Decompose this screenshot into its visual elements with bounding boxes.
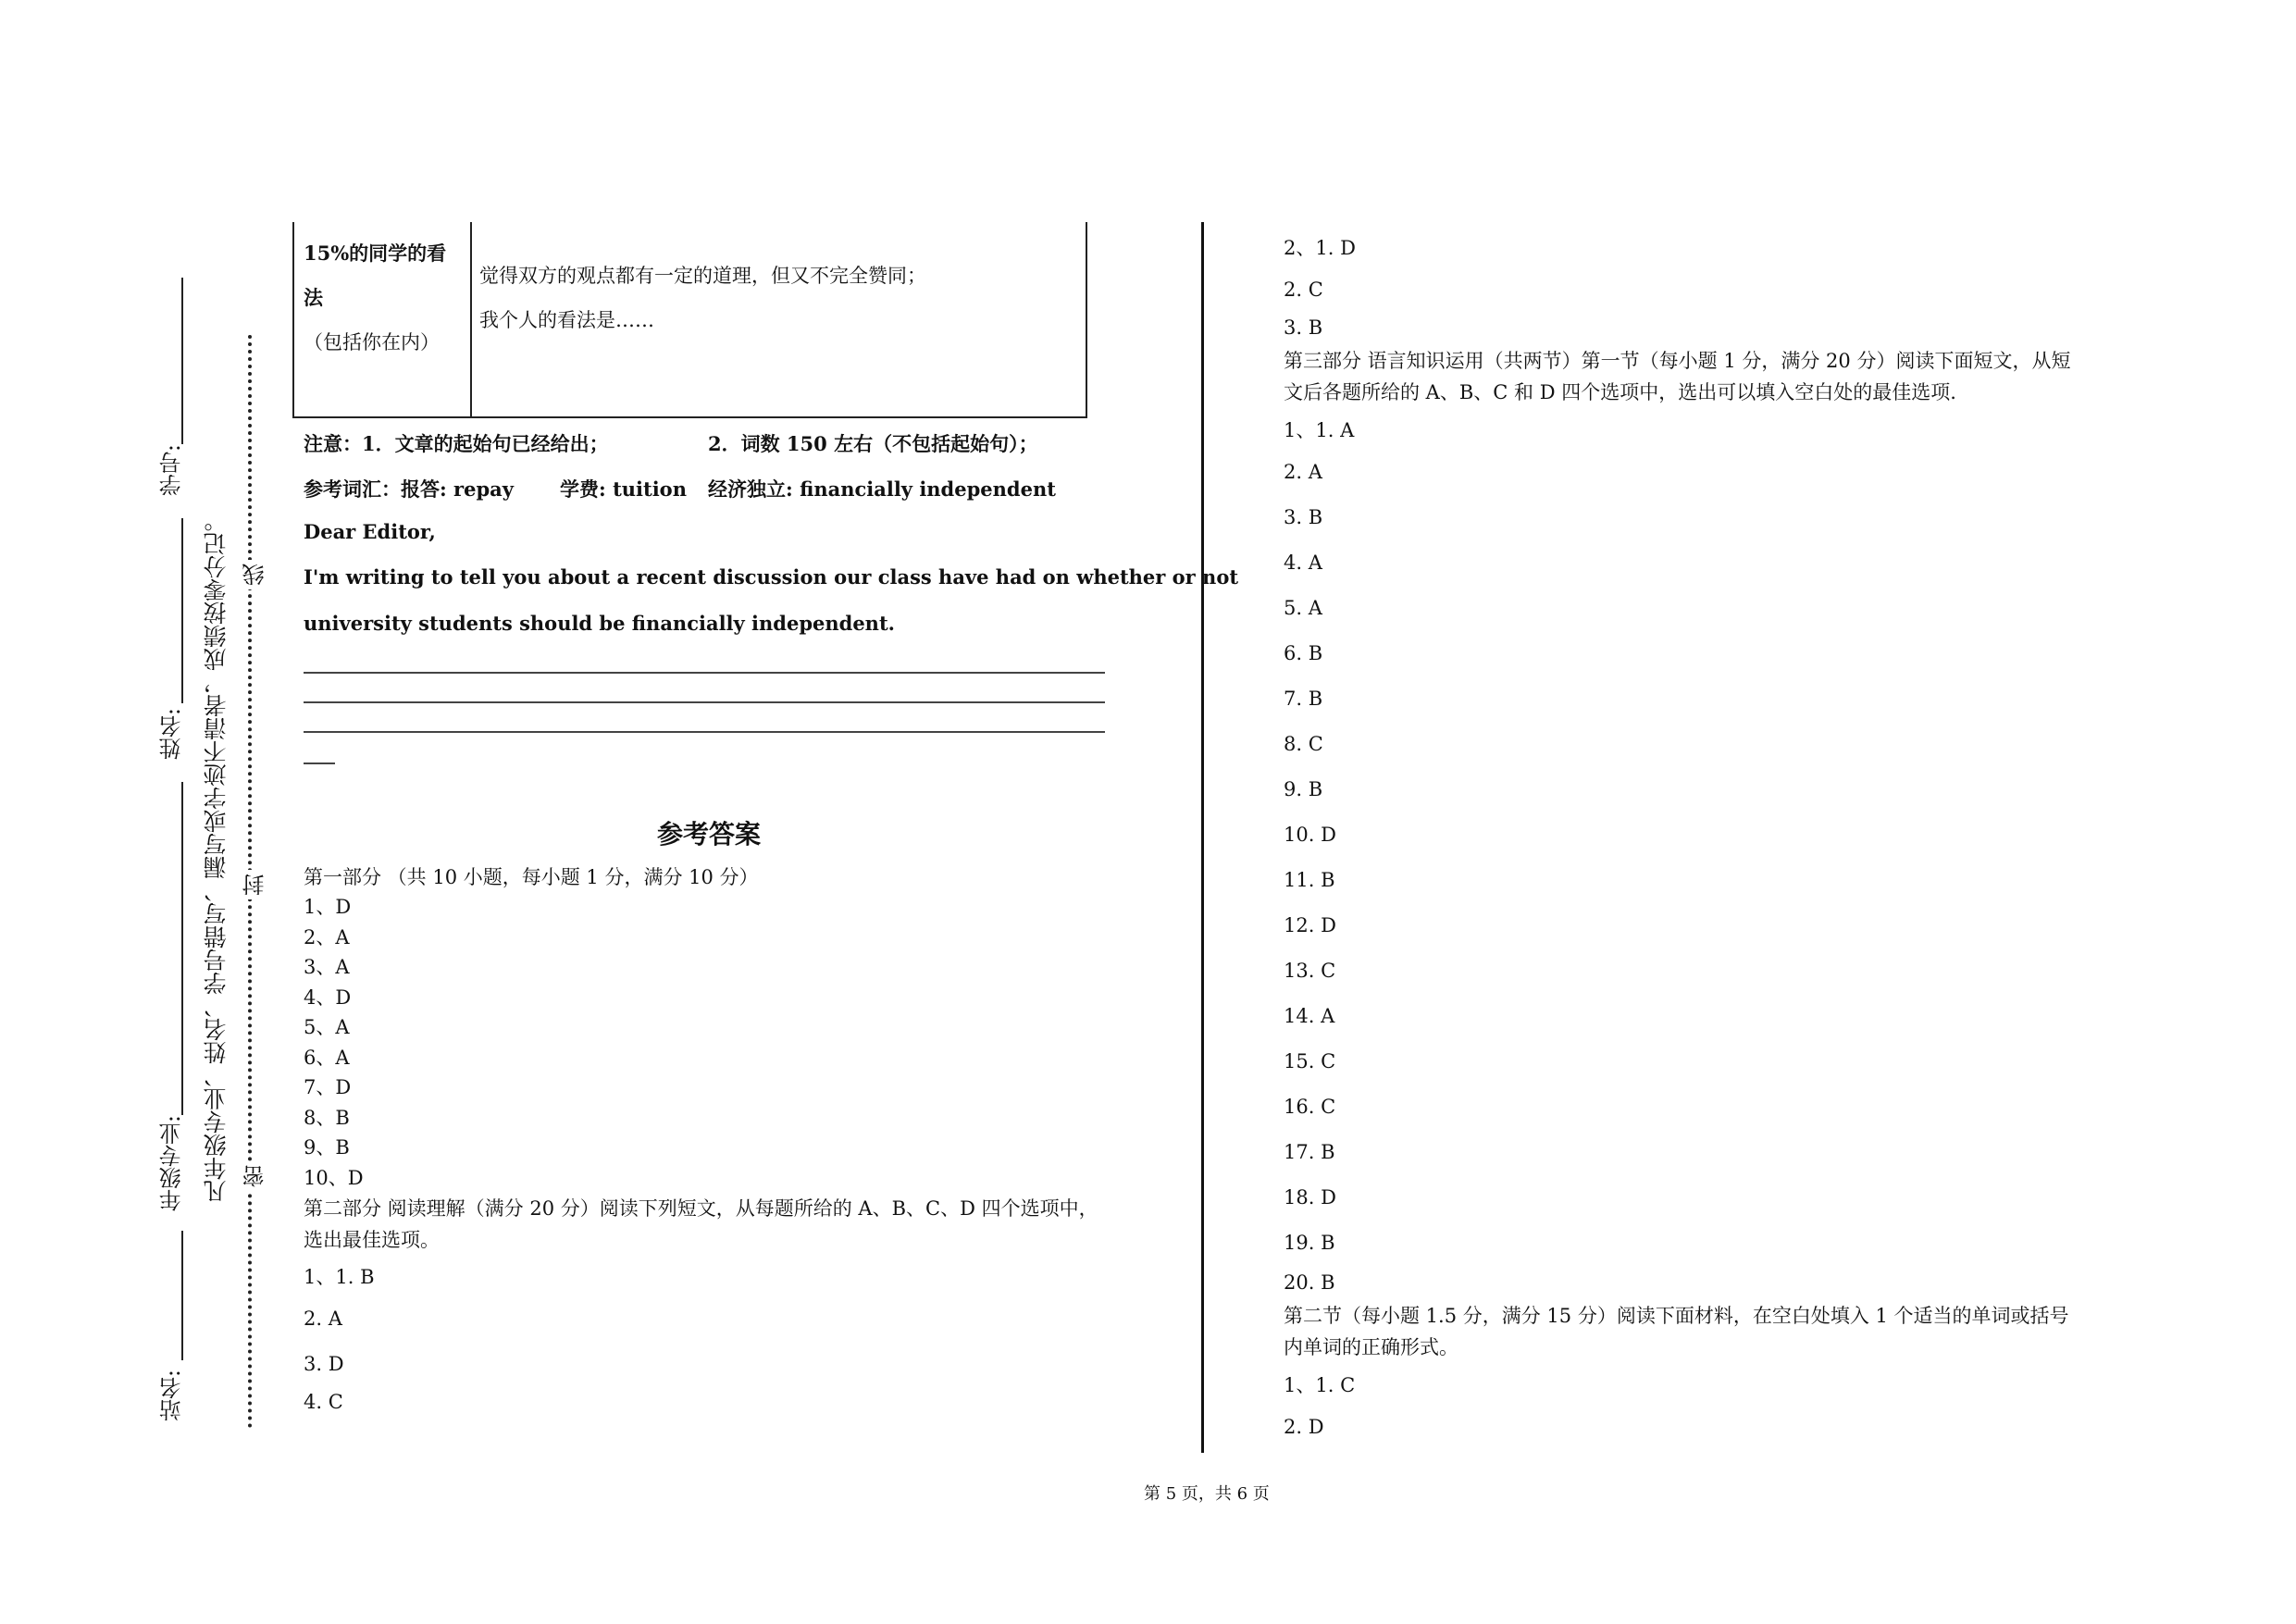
list-item: 6、A — [304, 1047, 350, 1069]
list-item: 10. D — [1284, 824, 1336, 846]
list-item: 2. A — [1284, 461, 1322, 483]
list-item: 7、D — [304, 1076, 352, 1098]
writing-line — [304, 762, 335, 764]
salutation: Dear Editor, — [304, 520, 436, 543]
list-item: 8. C — [1284, 733, 1323, 755]
list-item: 1、D — [304, 896, 352, 918]
list-item: 2. D — [1284, 1416, 1324, 1438]
opening-line1: I'm writing to tell you about a recent discussion our class have had on whether or not — [304, 565, 1239, 589]
section2-heading-line2: 内单词的正确形式。 — [1284, 1336, 1458, 1358]
part3-heading-line2: 文后各题所给的 A、B、C 和 D 四个选项中，选出可以填入空白处的最佳选项. — [1284, 381, 1956, 403]
binding-line — [181, 518, 183, 703]
table-left-line3: （包括你在内） — [304, 331, 440, 353]
name-label: 姓名: — [159, 708, 185, 761]
table-left-line1: 15%的同学的看 — [304, 242, 447, 265]
vocab-tuition: 学费: tuition — [560, 477, 687, 501]
list-item: 5、A — [304, 1016, 350, 1038]
writing-note1: 注意：1．文章的起始句已经给出； — [304, 432, 609, 455]
column-separator — [1201, 222, 1204, 1453]
list-item: 4. C — [304, 1391, 343, 1413]
writing-line — [304, 701, 1105, 703]
writing-note2: 2．词数 150 左右（不包括起始句）； — [708, 432, 1038, 455]
binding-notice: 凡年级专业、姓名、学号错写、漏写或字迹不清者，成绩按零分记。 — [203, 509, 230, 1203]
section2-heading-line1: 第二节（每小题 1.5 分，满分 15 分）阅读下面材料，在空白处填入 1 个适当的单词或括号 — [1284, 1305, 2069, 1327]
list-item: 2. A — [304, 1308, 342, 1330]
list-item: 5. A — [1284, 597, 1322, 619]
seal-mark-xian: 线 — [239, 560, 271, 589]
table-left-line2: 法 — [304, 286, 323, 309]
list-item: 1、1. A — [1284, 419, 1355, 441]
binding-line — [181, 782, 183, 1115]
list-item: 3. D — [304, 1353, 344, 1375]
list-item: 11. B — [1284, 869, 1335, 891]
answers-title: 参考答案 — [657, 819, 762, 849]
list-item: 9、B — [304, 1136, 350, 1159]
binding-line — [181, 278, 183, 444]
list-item: 14. A — [1284, 1005, 1335, 1027]
seal-mark-feng: 封 — [239, 870, 271, 899]
part1-heading: 第一部分 （共 10 小题，每小题 1 分，满分 10 分） — [304, 866, 759, 888]
binding-line — [181, 1231, 183, 1360]
list-item: 2、A — [304, 926, 350, 948]
list-item: 4. A — [1284, 552, 1322, 574]
vocab-independent: 经济独立: financially independent — [708, 477, 1056, 501]
list-item: 7. B — [1284, 688, 1323, 710]
list-item: 17. B — [1284, 1141, 1335, 1163]
list-item: 6. B — [1284, 642, 1323, 664]
list-item: 4、D — [304, 986, 352, 1009]
part3-heading-line1: 第三部分 语言知识运用（共两节）第一节（每小题 1 分，满分 20 分）阅读下面短文，从短 — [1284, 350, 2071, 372]
part2-heading-line2: 选出最佳选项。 — [304, 1229, 440, 1251]
list-item: 1、1. B — [304, 1266, 375, 1288]
vocab-repay: 参考词汇：报答: repay — [304, 477, 514, 501]
station-label: 站名: — [159, 1370, 185, 1422]
list-item: 19. B — [1284, 1232, 1335, 1254]
list-item: 8、B — [304, 1107, 350, 1129]
table-right-line2: 我个人的看法是…… — [479, 309, 654, 331]
writing-line — [304, 731, 1105, 733]
list-item: 2. C — [1284, 279, 1323, 301]
opening-line2: university students should be financially independent. — [304, 612, 895, 635]
list-item: 3. B — [1284, 316, 1323, 339]
list-item: 20. B — [1284, 1271, 1335, 1294]
list-item: 9. B — [1284, 778, 1323, 800]
list-item: 12. D — [1284, 914, 1336, 936]
list-item: 16. C — [1284, 1096, 1336, 1118]
page-footer: 第 5 页，共 6 页 — [1144, 1484, 1270, 1504]
student-id-label: 学号: — [159, 444, 185, 497]
grade-major-label: 年级专业: — [159, 1115, 185, 1212]
part2-heading-line1: 第二部分 阅读理解（满分 20 分）阅读下列短文，从每题所给的 A、B、C、D 四个选项中， — [304, 1197, 1098, 1220]
list-item: 10、D — [304, 1167, 364, 1189]
seal-mark-mi: 密 — [239, 1161, 271, 1191]
writing-line — [304, 672, 1105, 674]
table-divider — [470, 222, 472, 416]
list-item: 15. C — [1284, 1050, 1336, 1072]
viewpoint-table — [292, 222, 1087, 418]
list-item: 2、1. D — [1284, 237, 1356, 259]
list-item: 13. C — [1284, 960, 1336, 982]
list-item: 18. D — [1284, 1186, 1336, 1209]
list-item: 3. B — [1284, 506, 1323, 528]
list-item: 3、A — [304, 956, 350, 978]
table-right-line1: 觉得双方的观点都有一定的道理，但又不完全赞同； — [479, 265, 926, 287]
list-item: 1、1. C — [1284, 1374, 1356, 1396]
